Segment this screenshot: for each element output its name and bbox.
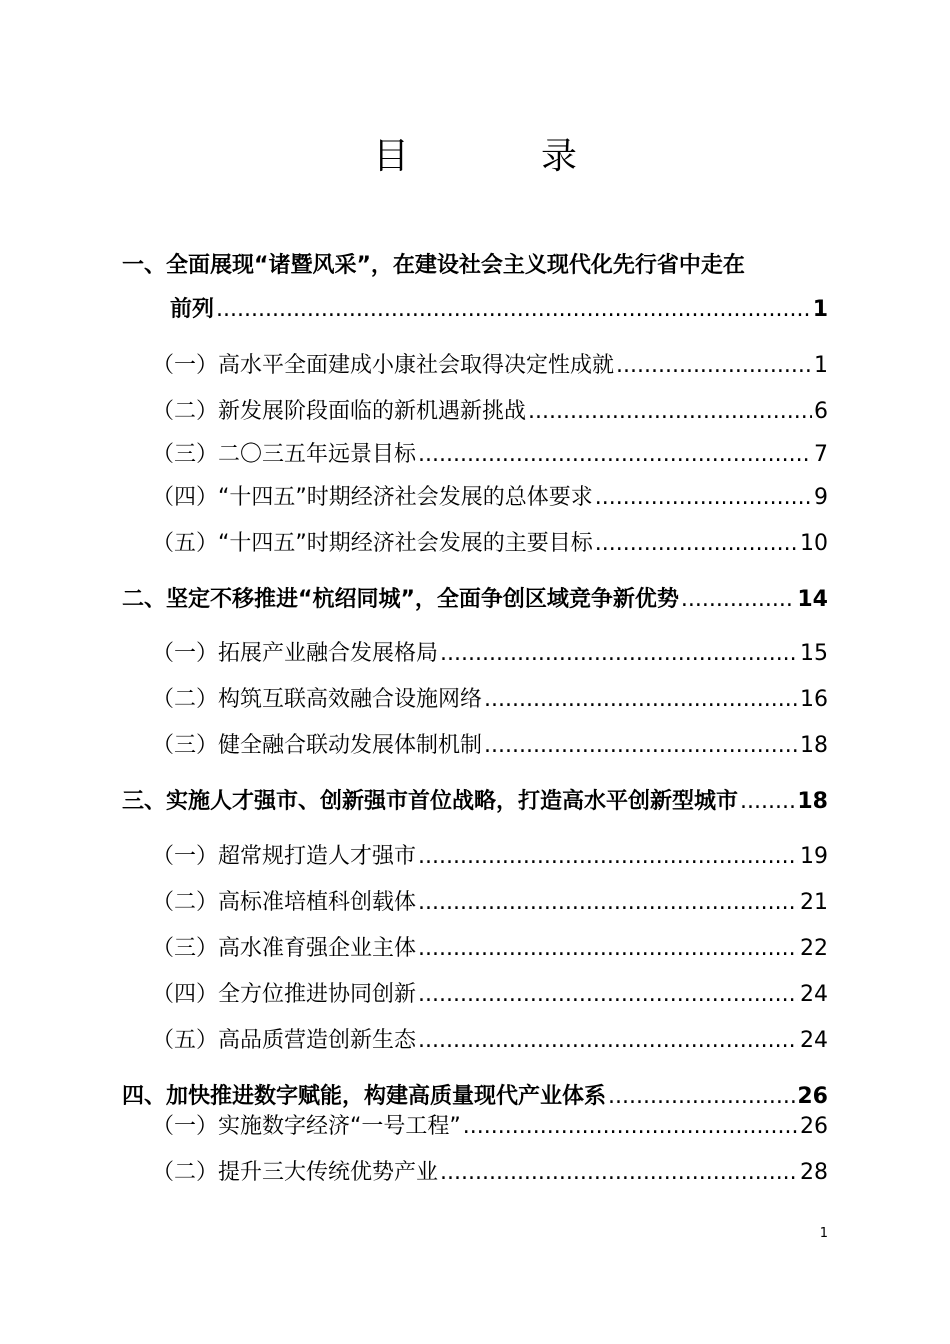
- toc-section-1-2[interactable]: [152, 396, 828, 428]
- toc-section-label: （五）高品质营造创新生态: [152, 1028, 417, 1053]
- toc-chapter-2[interactable]: [122, 584, 828, 616]
- leader-dots: [418, 439, 812, 471]
- leader-dots: [418, 979, 798, 1011]
- toc-chapter-1-line1[interactable]: 一、全面展现“诸暨风采”，在建设社会主义现代化先行省中走在: [122, 253, 745, 278]
- toc-chapter-page: 26: [797, 1084, 828, 1109]
- leader-dots: [463, 1111, 798, 1143]
- leader-dots: [484, 730, 798, 762]
- toc-section-page: 16: [800, 687, 828, 712]
- toc-section-page: 22: [800, 936, 828, 961]
- toc-section-page: 1: [814, 353, 828, 378]
- toc-section-label: （三）二〇三五年远景目标: [152, 442, 417, 467]
- toc-section-3-5[interactable]: [152, 1025, 828, 1057]
- toc-section-2-1[interactable]: [152, 638, 828, 670]
- toc-section-page: 6: [814, 399, 828, 424]
- toc-section-4-1[interactable]: [152, 1111, 828, 1143]
- toc-section-3-2[interactable]: [152, 887, 828, 919]
- toc-chapter-1-label: 前列: [170, 297, 215, 322]
- leader-dots: [681, 584, 795, 616]
- toc-section-label: （三）健全融合联动发展体制机制: [152, 733, 483, 758]
- toc-section-1-1[interactable]: [152, 350, 828, 382]
- toc-chapter-1[interactable]: [170, 294, 828, 326]
- toc-section-label: （二）高标准培植科创载体: [152, 890, 417, 915]
- leader-dots: [484, 684, 798, 716]
- toc-section-page: 28: [800, 1160, 828, 1185]
- toc-section-1-5[interactable]: [152, 528, 828, 560]
- leader-dots: [418, 933, 798, 965]
- leader-dots: [440, 638, 798, 670]
- toc-section-label: （四）全方位推进协同创新: [152, 982, 417, 1007]
- toc-chapter-label: 四、加快推进数字赋能，构建高质量现代产业体系: [122, 1084, 607, 1109]
- leader-dots: [740, 786, 795, 818]
- toc-section-1-3[interactable]: [152, 439, 828, 471]
- toc-section-3-3[interactable]: [152, 933, 828, 965]
- toc-chapter-label: 三、实施人才强市、创新强市首位战略，打造高水平创新型城市: [122, 789, 739, 814]
- toc-chapter-3[interactable]: [122, 786, 828, 818]
- toc-chapter-4[interactable]: [122, 1081, 828, 1113]
- toc-chapter-label: 二、坚定不移推进“杭绍同城”，全面争创区域竞争新优势: [122, 587, 679, 612]
- toc-section-page: 24: [800, 1028, 828, 1053]
- toc-chapter-page: 14: [797, 587, 828, 612]
- toc-section-1-4[interactable]: [152, 482, 828, 514]
- toc-section-page: 19: [800, 844, 828, 869]
- toc-section-label: （一）高水平全面建成小康社会取得决定性成就: [152, 353, 615, 378]
- toc-section-label: （一）超常规打造人才强市: [152, 844, 417, 869]
- toc-chapter-page: 18: [797, 789, 828, 814]
- toc-section-page: 15: [800, 641, 828, 666]
- leader-dots: [595, 482, 812, 514]
- toc-section-page: 18: [800, 733, 828, 758]
- leader-dots: [418, 887, 798, 919]
- toc-section-2-3[interactable]: [152, 730, 828, 762]
- toc-section-3-4[interactable]: [152, 979, 828, 1011]
- toc-section-page: 7: [814, 442, 828, 467]
- leader-dots: [440, 1157, 798, 1189]
- leader-dots: [528, 396, 812, 428]
- leader-dots: [418, 1025, 798, 1057]
- page-number: 1: [819, 1226, 828, 1241]
- toc-section-label: （二）提升三大传统优势产业: [152, 1160, 439, 1185]
- leader-dots: [616, 350, 812, 382]
- toc-section-page: 10: [800, 531, 828, 556]
- toc-section-page: 9: [814, 485, 828, 510]
- toc-section-4-2[interactable]: [152, 1157, 828, 1189]
- toc-section-page: 24: [800, 982, 828, 1007]
- toc-section-label: （一）实施数字经济“一号工程”: [152, 1114, 461, 1139]
- toc-section-label: （五）“十四五”时期经济社会发展的主要目标: [152, 531, 593, 556]
- toc-section-page: 26: [800, 1114, 828, 1139]
- toc-section-label: （三）高水准育强企业主体: [152, 936, 417, 961]
- page-title: 目 录: [372, 136, 625, 177]
- leader-dots: [216, 294, 811, 326]
- toc-section-2-2[interactable]: [152, 684, 828, 716]
- toc-section-label: （二）新发展阶段面临的新机遇新挑战: [152, 399, 527, 424]
- leader-dots: [608, 1081, 795, 1113]
- toc-section-3-1[interactable]: [152, 841, 828, 873]
- toc-section-label: （四）“十四五”时期经济社会发展的总体要求: [152, 485, 593, 510]
- toc-section-label: （二）构筑互联高效融合设施网络: [152, 687, 483, 712]
- toc-section-page: 21: [800, 890, 828, 915]
- toc-section-label: （一）拓展产业融合发展格局: [152, 641, 439, 666]
- toc-chapter-1-page: 1: [812, 297, 828, 322]
- leader-dots: [418, 841, 798, 873]
- leader-dots: [595, 528, 798, 560]
